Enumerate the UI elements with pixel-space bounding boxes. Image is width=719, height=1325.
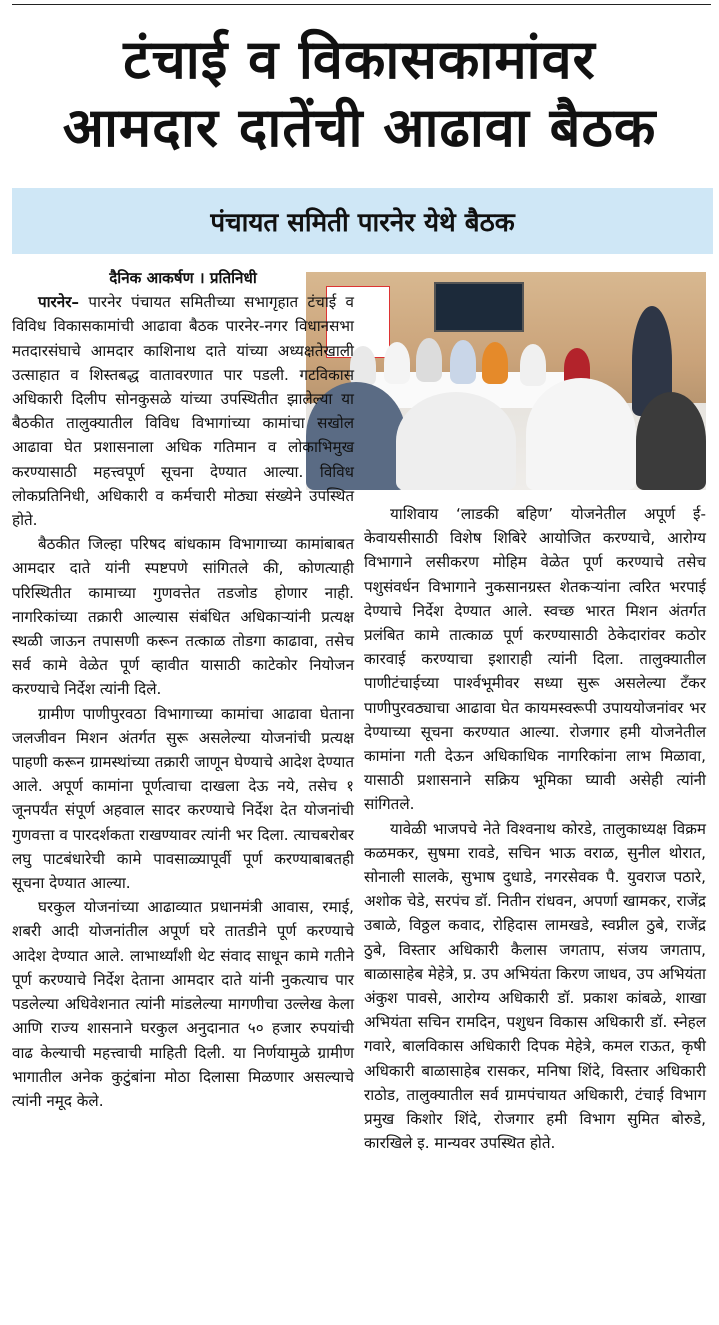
top-rule bbox=[12, 4, 711, 5]
headline bbox=[0, 26, 719, 162]
paragraph: घरकुल योजनांच्या आढाव्यात प्रधानमंत्री आवास, रमाई, शबरी आदी योजनांतील अपूर्ण घरे तातडीने पूर्ण करण्याचे आदेश देण्यात आले. लाभार्थ्यांशी थेट संवाद साधून कामे गतीने पूर्ण करण्याचे निर्देश देताना आमदार दाते यांनी नुकत्याच पार पडलेल्या अधिवेशनात त्यांनी मांडलेल्या मागणीचा उल्लेख केला आणि राज्य शासनाने घरकुल अनुदानात ५० हजार रुपयांची वाढ केल्याची महत्त्वाची माहिती दिली. या निर्णयामुळे ग्रामीण भागातील अनेक कुटुंबांना मोठा दिलासा मिळणार असल्याचे त्यांनी नमूद केले. bbox=[12, 898, 354, 1110]
dateline: पारनेर– bbox=[38, 293, 80, 312]
subheadline-bar bbox=[12, 188, 713, 254]
paragraph: यावेळी भाजपचे नेते विश्वनाथ कोरडे, तालुकाध्यक्ष विक्रम कळमकर, सुषमा रावडे, सचिन भाऊ वराळ, सुनील थोरात, सोनाली सालके, सुभाष दुधाडे, नगरसेवक पै. युवराज पठारे, अशोक चेडे, सरपंच डॉ. नितीन रांधवन, अपर्णा खामकर, राजेंद्र उबाळे, विठ्ठल कवाद, रोहिदास लामखडे, स्वप्नील ठुबे, राजेंद्र ठुबे, विस्तार अधिकारी कैलास जगताप, संजय जगताप, बाळासाहेब मेहेत्रे, प्र. उप अभियंता किरण जाधव, उप अभियंता अंकुश पावसे, आरोग्य अधिकारी डॉ. प्रकाश कांबळे, शाखा अभियंता सचिन रामदिन, पशुधन विकास अधिकारी डॉ. स्नेहल गवारे, बालविकास अधिकारी दिपक मेहेत्रे, कमल राऊत, कृषी अधिकारी बाळासाहेब रासकर, मनिषा शिंदे, विस्तार अधिकारी राठोड, तालुक्यातील सर्व ग्रामपंचायत अधिकारी, टंचाई विभाग प्रमुख किशोर शिंदे, रोजगार हमी विभाग सुमित बोरुडे, कारखिले इ. मान्यवर उपस्थित होते. bbox=[364, 819, 706, 1153]
paragraph: ग्रामीण पाणीपुरवठा विभागाच्या कामांचा आढावा घेताना जलजीवन मिशन अंतर्गत सुरू असलेल्या योजनांची प्रत्यक्ष पाहणी करून ग्रामस्थांच्या तक्रारी जाणून घेण्याचे आदेश देण्यात आले. अपूर्ण कामांना पूर्णत्वाचा दाखला देऊ नये, तसेच १ जूनपर्यंत संपूर्ण अहवाल सादर करण्याचे निर्देश देत योजनांची गुणवत्ता व पारदर्शकता राखण्यावर त्यांनी भर दिला. त्याचबरोबर लघु पाटबंधारेची कामे पावसाळ्यापूर्वी पूर्ण करण्याबाबतही सूचना देण्यात आल्या. bbox=[12, 704, 354, 893]
tv-screen bbox=[434, 282, 524, 332]
byline: दैनिक आकर्षण । प्रतिनिधी bbox=[109, 269, 257, 287]
paragraph-text: पारनेर पंचायत समितीच्या सभागृहात टंचाई व विविध विकासकामांची आढावा बैठक पारनेर-नगर विधानसभा मतदारसंघाचे आमदार काशिनाथ दाते यांच्या अध्यक्षतेखाली उत्साहात व शिस्तबद्ध वातावरणात पार पडली. गटविकास अधिकारी दिलीप सोनकुसळे यांच्या उपस्थितीत झालेल्या या बैठकीत तालुक्यातील विविध विभागांच्या कामांचा सखोल आढावा घेत प्रशासनाला अधिक गतिमान व लोकाभिमुख करण्यासाठी महत्त्वपूर्ण सूचना देण्यात आल्या. विविध लोकप्रतिनिधी, अधिकारी व कर्मचारी मोठ्या संख्येने उपस्थित होते. bbox=[12, 293, 354, 530]
column-1 bbox=[12, 266, 354, 1113]
headline-line-1: टंचाई व विकासकामांवर bbox=[123, 28, 596, 91]
headline-line-2: आमदार दातेंची आढावा बैठक bbox=[62, 96, 657, 159]
paragraph: बैठकीत जिल्हा परिषद बांधकाम विभागाच्या कामांबाबत आमदार दाते यांनी स्पष्टपणे सांगितले की, कोणत्याही परिस्थितीत कामाच्या गुणवत्तेत तडजोड होणार नाही. नागरिकांच्या तक्रारी आल्यास संबंधित अधिकाऱ्यांनी प्रत्यक्ष स्थळी जाऊन तपासणी करून तत्काळ तोडगा काढावा, तसेच सर्व कामे वेळेत पूर्ण व्हावीत यासाठी काटेकोर नियोजन करण्याचे निर्देश त्यांनी दिले. bbox=[12, 535, 354, 699]
subheadline: पंचायत समिती पारनेर येथे बैठक bbox=[210, 208, 515, 238]
column-2 bbox=[364, 502, 706, 1155]
paragraph: याशिवाय ‘लाडकी बहिण’ योजनेतील अपूर्ण ई-केवायसीसाठी विशेष शिबिरे आयोजित करण्याचे, आरोग्य विभागाने लसीकरण मोहिम वेळेत पूर्ण करण्याचे तसेच पशुसंवर्धन विभागाने नुकसानग्रस्त शेतकऱ्यांना त्वरित भरपाई देण्याचे निर्देश देण्यात आले. स्वच्छ भारत मिशन अंतर्गत प्रलंबित कामे तात्काळ पूर्ण करण्यासाठी ठेकेदारांवर कठोर कारवाई करण्याचा इशाराही त्यांनी दिला. तालुक्यातील पाणीटंचाईच्या पार्श्वभूमीवर सध्या सुरू असलेल्या टँकर पाणीपुरवठ्याचा आढावा घेत कायमस्वरूपी उपाययोजनांवर भर देण्याच्या सूचना करण्यात आल्या. रोजगार हमी योजनेतील कामांना गती देऊन अधिकाधिक नागरिकांना लाभ मिळावा, यासाठी प्रशासनाने सक्रिय भूमिका घ्यावी असेही त्यांनी सांगितले. bbox=[364, 505, 706, 814]
paragraph bbox=[12, 290, 354, 532]
meeting-photo bbox=[306, 272, 706, 490]
